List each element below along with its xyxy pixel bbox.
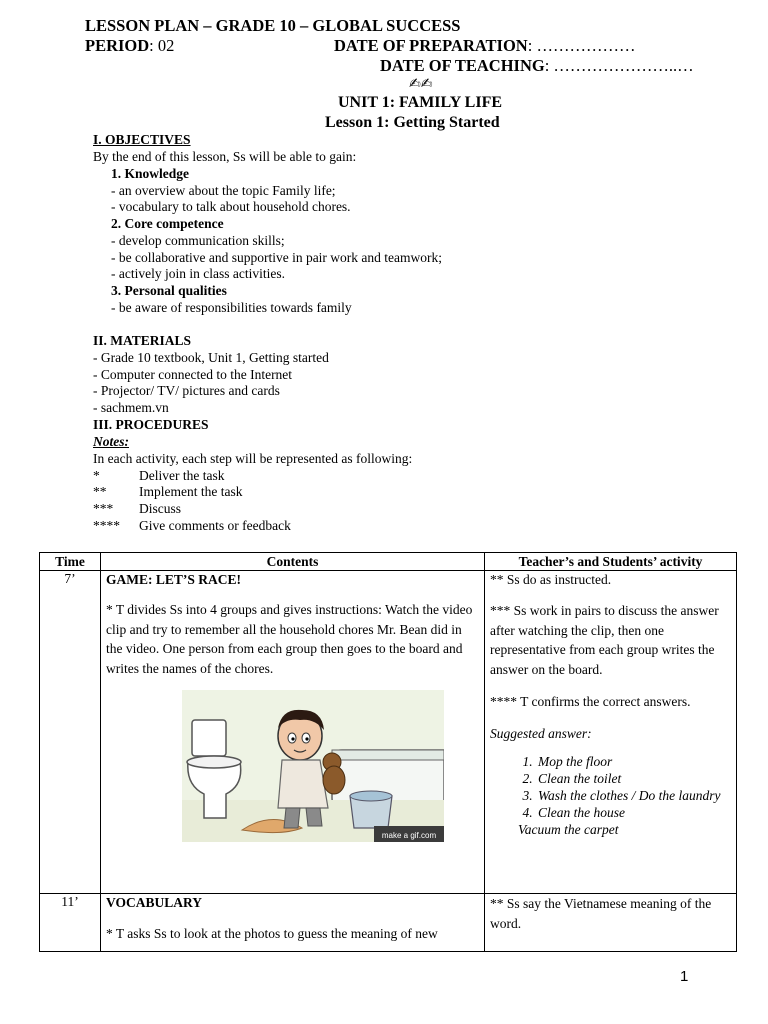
suggested-answer-label: Suggested answer: (490, 725, 592, 741)
period-label: PERIOD (85, 36, 150, 55)
period-line (85, 36, 174, 56)
header-time: Time (40, 553, 101, 571)
step-mark: ** (93, 484, 107, 499)
table-header-row (40, 553, 737, 571)
teaching-date (380, 56, 694, 76)
personal-title: 3. Personal qualities (111, 283, 227, 298)
row-time: 11’ (40, 894, 101, 952)
step-text: Discuss (139, 501, 182, 516)
mr-bean-cleaning-image (182, 690, 444, 842)
unit-title: UNIT 1: FAMILY LIFE (338, 94, 503, 111)
table-row (40, 571, 737, 894)
step-text: Give comments or feedback (139, 518, 291, 533)
activity-title: GAME: LET’S RACE! (106, 572, 242, 587)
row-time: 7’ (40, 571, 101, 894)
cartoon-illustration (182, 690, 444, 842)
header-activity: Teacher’s and Students’ activity (485, 553, 737, 571)
objectives-heading: I. OBJECTIVES (93, 132, 191, 147)
notes-label: Notes: (93, 434, 129, 449)
list-item: 4. Clean the house (536, 804, 731, 821)
core-item: - actively join in class activities. (111, 266, 285, 281)
activity-step: ** Ss say the Vietnamese meaning of the word. (490, 896, 712, 931)
image-watermark: make a gif.com (381, 831, 437, 840)
row-activity (485, 571, 737, 894)
ornament-icon: ✍✍ (409, 76, 433, 92)
row-contents (101, 894, 485, 952)
materials-heading: II. MATERIALS (93, 333, 192, 348)
table-row (40, 894, 737, 952)
lesson-table (39, 552, 737, 952)
activity-step: **** T confirms the correct answers. (490, 694, 691, 709)
extra-answer: Vacuum the carpet (518, 822, 619, 837)
activity-description: * T divides Ss into 4 groups and gives instructions: Watch the video clip and try to remember all the household chores Mr. Bean did in the video. One person from each group then goes to the board and writes the names of the chores. (106, 602, 473, 676)
step-mark: * (93, 468, 100, 483)
materials-item: - sachmem.vn (93, 400, 169, 415)
list-item: 2. Clean the toilet (536, 770, 731, 787)
materials-item: - Computer connected to the Internet (93, 367, 293, 382)
period-value: : 02 (149, 36, 175, 55)
core-item: - develop communication skills; (111, 233, 285, 248)
activity-title: VOCABULARY (106, 895, 203, 910)
activity-description: * T asks Ss to look at the photos to guess the meaning of new (106, 926, 438, 941)
teach-value: : …………………..… (544, 56, 694, 75)
page-number: 1 (680, 968, 689, 985)
teach-label: DATE OF TEACHING (380, 56, 545, 75)
list-item: 3. Wash the clothes / Do the laundry (536, 787, 731, 804)
lesson-title: Lesson 1: Getting Started (325, 114, 500, 131)
materials-item: - Grade 10 textbook, Unit 1, Getting started (93, 350, 329, 365)
prep-value: : ……………… (527, 36, 636, 55)
objectives-intro: By the end of this lesson, Ss will be able to gain: (93, 149, 357, 164)
suggested-answer-list (490, 753, 731, 821)
row-contents (101, 571, 485, 894)
activity-step: ** Ss do as instructed. (490, 572, 612, 587)
core-title: 2. Core competence (111, 216, 224, 231)
knowledge-title: 1. Knowledge (111, 166, 190, 181)
knowledge-item: - vocabulary to talk about household chores. (111, 199, 351, 214)
activity-step: *** Ss work in pairs to discuss the answer after watching the clip, then one representative from each group writes the answer on the board. (490, 603, 719, 677)
step-mark: *** (93, 501, 114, 516)
prep-label: DATE OF PREPARATION (334, 36, 528, 55)
core-item: - be collaborative and supportive in pair work and teamwork; (111, 250, 443, 265)
personal-item: - be aware of responsibilities towards family (111, 300, 352, 315)
list-item: 1. Mop the floor (536, 753, 731, 770)
row-activity (485, 894, 737, 952)
header-title: LESSON PLAN – GRADE 10 – GLOBAL SUCCESS (85, 16, 461, 35)
step-text: Implement the task (139, 484, 243, 499)
procedures-heading: III. PROCEDURES (93, 417, 209, 432)
preparation-date (334, 36, 635, 56)
materials-item: - Projector/ TV/ pictures and cards (93, 383, 280, 398)
knowledge-item: - an overview about the topic Family life; (111, 183, 336, 198)
step-mark: **** (93, 518, 120, 533)
notes-intro: In each activity, each step will be represented as following: (93, 451, 413, 466)
header-contents: Contents (101, 553, 485, 571)
step-text: Deliver the task (139, 468, 225, 483)
